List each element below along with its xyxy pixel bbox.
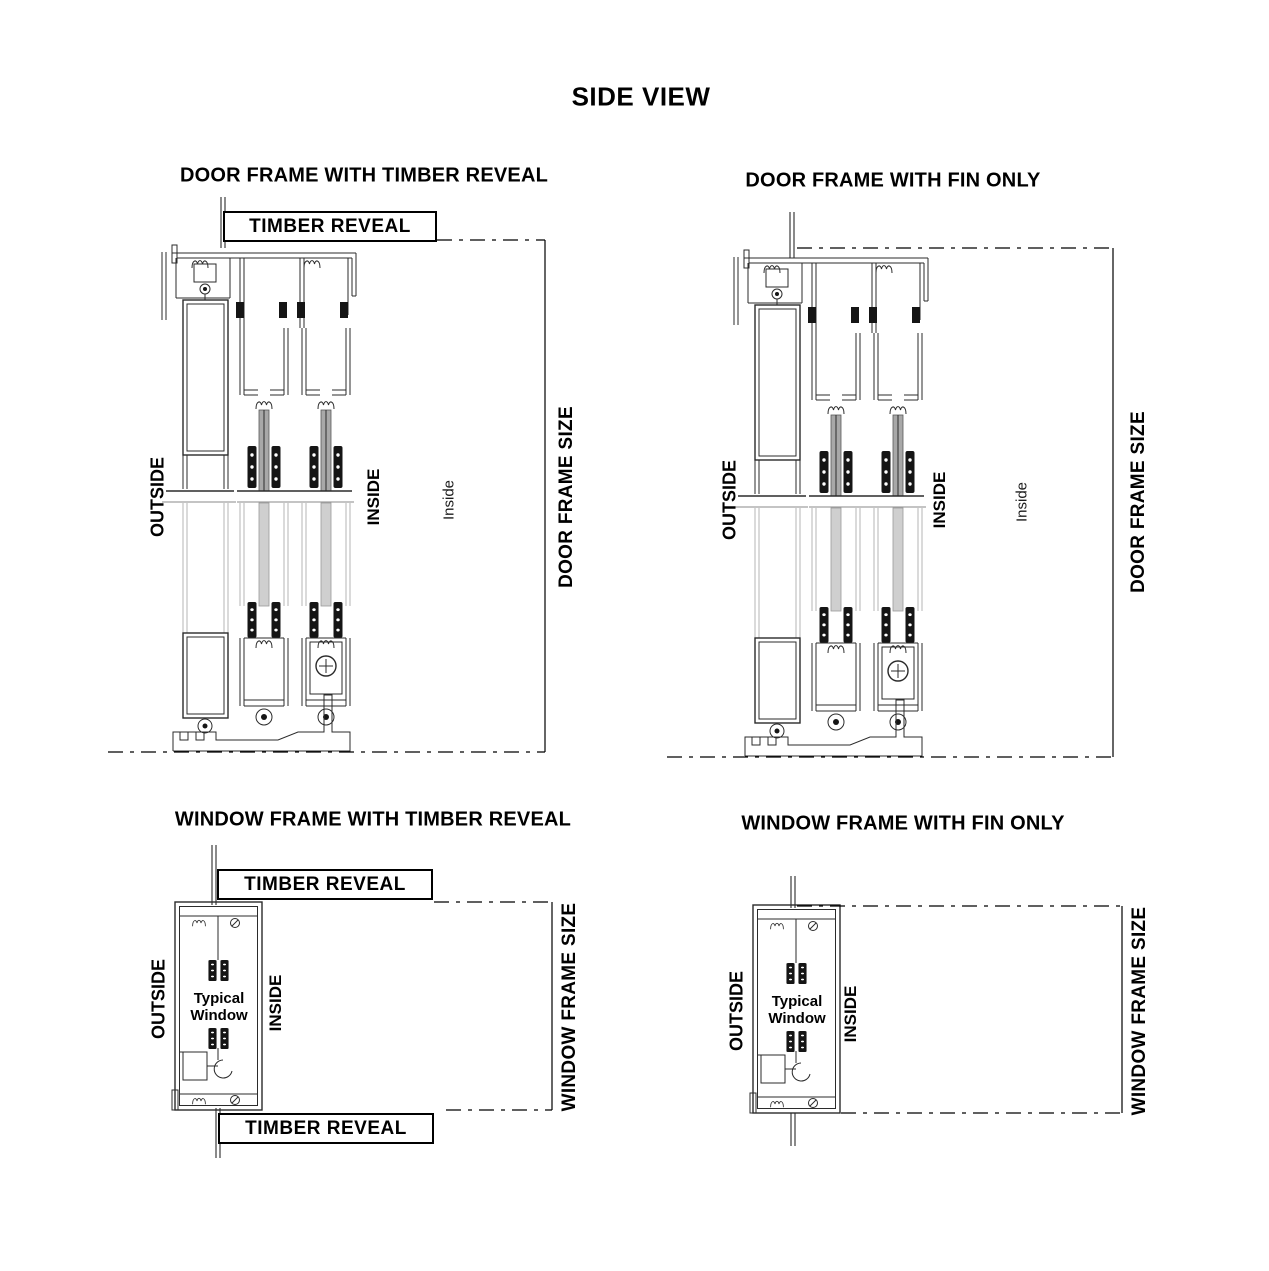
typical-window-note-timber: Typical Window — [190, 989, 248, 1024]
door-section-drawing-fin — [734, 250, 928, 756]
outside-label-window-timber: OUTSIDE — [148, 958, 169, 1040]
timber-reveal-box-door — [223, 211, 437, 242]
page-title: SIDE VIEW — [571, 81, 711, 112]
timber-reveal-box-window-top — [217, 869, 433, 900]
inside-label-window-fin: INSIDE — [841, 985, 860, 1043]
timber-reveal-label: TIMBER REVEAL — [249, 215, 411, 237]
inside-note-door-timber: Inside — [440, 479, 458, 521]
inside-note-door-fin: Inside — [1013, 481, 1031, 523]
timber-reveal-label: TIMBER REVEAL — [244, 873, 406, 895]
outside-label-window-fin: OUTSIDE — [726, 970, 747, 1052]
heading-window-timber: WINDOW FRAME WITH TIMBER REVEAL — [174, 808, 572, 831]
dimension-label-window-timber: WINDOW FRAME SIZE — [559, 902, 580, 1112]
inside-label-window-timber: INSIDE — [266, 974, 285, 1032]
heading-door-timber: DOOR FRAME WITH TIMBER REVEAL — [179, 164, 549, 187]
dimension-label-door-timber: DOOR FRAME SIZE — [556, 406, 577, 588]
heading-window-fin: WINDOW FRAME WITH FIN ONLY — [741, 812, 1065, 835]
timber-reveal-box-window-bottom — [218, 1113, 434, 1144]
dimension-label-door-fin: DOOR FRAME SIZE — [1128, 411, 1149, 593]
outside-label-door-timber: OUTSIDE — [147, 456, 168, 538]
dimension-label-window-fin: WINDOW FRAME SIZE — [1129, 906, 1150, 1116]
inside-label-door-fin: INSIDE — [930, 471, 949, 529]
inside-label-door-timber: INSIDE — [364, 468, 383, 526]
door-section-drawing-timber — [162, 245, 356, 751]
outside-label-door-fin: OUTSIDE — [719, 459, 740, 541]
timber-reveal-label: TIMBER REVEAL — [245, 1117, 407, 1139]
typical-window-note-fin: Typical Window — [768, 992, 826, 1027]
heading-door-fin: DOOR FRAME WITH FIN ONLY — [745, 169, 1041, 192]
door-timber-quadrant-linework — [108, 197, 545, 752]
